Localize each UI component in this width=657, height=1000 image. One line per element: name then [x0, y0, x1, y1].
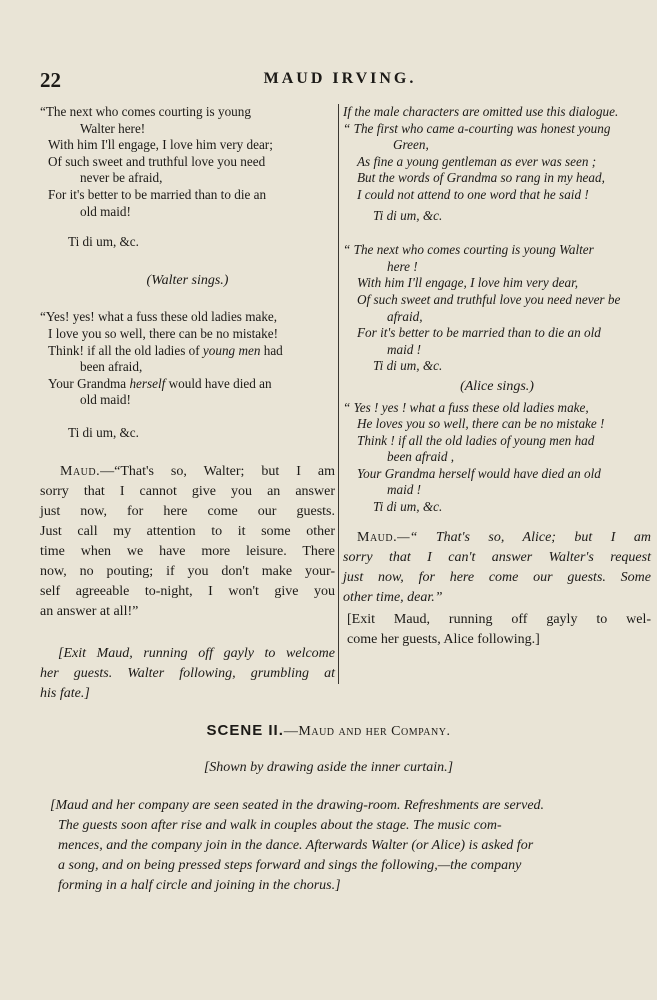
- verse-line: With him I'll engage, I love him very dear,: [357, 275, 579, 291]
- verse-line: here !: [387, 258, 418, 274]
- verse-line: “ Yes ! yes ! what a fuss these old ladies make,: [343, 399, 589, 415]
- alternate-dialogue-note: If the male characters are omitted use this dialogue.: [343, 104, 619, 119]
- left-verse-1: [40, 104, 335, 220]
- maud-speech-right: Maud.—“ That's so, Alice; but I am sorry that I can't answer Walter's request just now, for here come our guests. Some other time, dear.”: [343, 529, 651, 605]
- speaker-name: Maud.: [357, 529, 398, 545]
- page-number: 22: [40, 68, 61, 92]
- verse-line: old maid!: [80, 203, 131, 219]
- left-verse-2: [40, 309, 335, 409]
- stage-direction-walter-sings: (Walter sings.): [146, 272, 229, 288]
- refrain: Ti di um, &c.: [373, 207, 443, 223]
- verse-line: Your Grandma herself would have died an: [48, 375, 272, 391]
- refrain: Ti di um, &c.: [68, 424, 139, 440]
- verse-line: never be afraid,: [80, 170, 163, 186]
- verse-line: Of such sweet and truthful love you need: [48, 153, 266, 169]
- verse-line: Think! if all the old ladies of young men had: [48, 342, 283, 358]
- maud-speech-left: Maud.—“That's so, Walter; but I am sorry that I cannot give you an answer just now, for here come our guests. Just call my attention to it some other time when we have more leisure. There now, no pouting; if you don't make your- self agreeable to-night, I won't give you an answer at all!”: [40, 463, 335, 619]
- scene-heading: [0, 722, 657, 740]
- scene-subtitle: —Maud and her Company.: [283, 724, 451, 739]
- verse-line: Your Grandma herself would have died an old: [357, 465, 601, 481]
- verse-line: I could not attend to one word that he said !: [357, 186, 589, 202]
- verse-line: Green,: [393, 137, 429, 153]
- verse-line: maid !: [387, 482, 422, 498]
- stage-direction-alice-sings: (Alice sings.): [460, 378, 534, 394]
- verse-line: As fine a young gentleman as ever was seen ;: [357, 153, 597, 169]
- verse-line: For it's better to be married than to die an old: [357, 325, 601, 341]
- verse-line: Think ! if all the old ladies of young men had: [357, 432, 595, 448]
- verse-line: “The next who comes courting is young: [40, 104, 251, 119]
- right-column: [343, 104, 651, 650]
- verse-line: “ The next who comes courting is young Walter: [343, 242, 594, 258]
- refrain: Ti di um, &c.: [68, 234, 139, 250]
- refrain: Ti di um, &c.: [373, 358, 443, 374]
- verse-line: With him I'll engage, I love him very dear;: [48, 137, 273, 153]
- verse-line: “ The first who came a-courting was honest young: [343, 120, 611, 136]
- verse-line: Walter here!: [80, 120, 146, 136]
- page-header: [40, 68, 640, 92]
- left-column: [40, 104, 335, 704]
- verse-line: old maid!: [80, 392, 131, 408]
- column-divider: [338, 104, 339, 684]
- verse-line: been afraid,: [80, 359, 143, 375]
- verse-line: “Yes! yes! what a fuss these old ladies make,: [40, 309, 278, 325]
- verse-line: But the words of Grandma so rang in my head,: [357, 170, 605, 186]
- running-head: MAUD IRVING.: [263, 70, 417, 87]
- verse-line: Of such sweet and truthful love you need never be: [357, 291, 621, 307]
- verse-line: For it's better to be married than to die an: [48, 186, 267, 202]
- right-verse-2: [343, 242, 651, 358]
- stage-direction-scene: [Maud and her company are seen seated in the drawing-room. Refreshments are served. The guests soon after rise and walk in couples about the stage. The music com- mences, and the company join in the dance. Afterwards Walter (or Alice) is asked for a song, and on being pressed steps forward and sings the following,—the company forming in a half circle and joining in the chorus.]: [50, 798, 545, 893]
- verse-line: I love you so well, there can be no mistake!: [48, 325, 278, 341]
- exit-direction-left: [Exit Maud, running off gayly to welcome her guests. Walter following, grumbling at his fate.]: [40, 645, 335, 701]
- stage-direction-curtain: [Shown by drawing aside the inner curtain.]: [203, 760, 454, 775]
- exit-direction-right: [Exit Maud, running off gayly to wel- come her guests, Alice following.]: [347, 611, 651, 647]
- speaker-name: Maud.: [60, 463, 101, 479]
- verse-line: afraid,: [387, 308, 423, 324]
- verse-line: been afraid ,: [387, 449, 455, 465]
- verse-line: maid !: [387, 341, 422, 357]
- verse-line: He loves you so well, there can be no mistake !: [357, 416, 605, 432]
- right-verse-3: [343, 400, 651, 500]
- scene-number: SCENE II.: [206, 722, 284, 739]
- right-verse-1: [343, 121, 651, 204]
- refrain: Ti di um, &c.: [373, 499, 443, 515]
